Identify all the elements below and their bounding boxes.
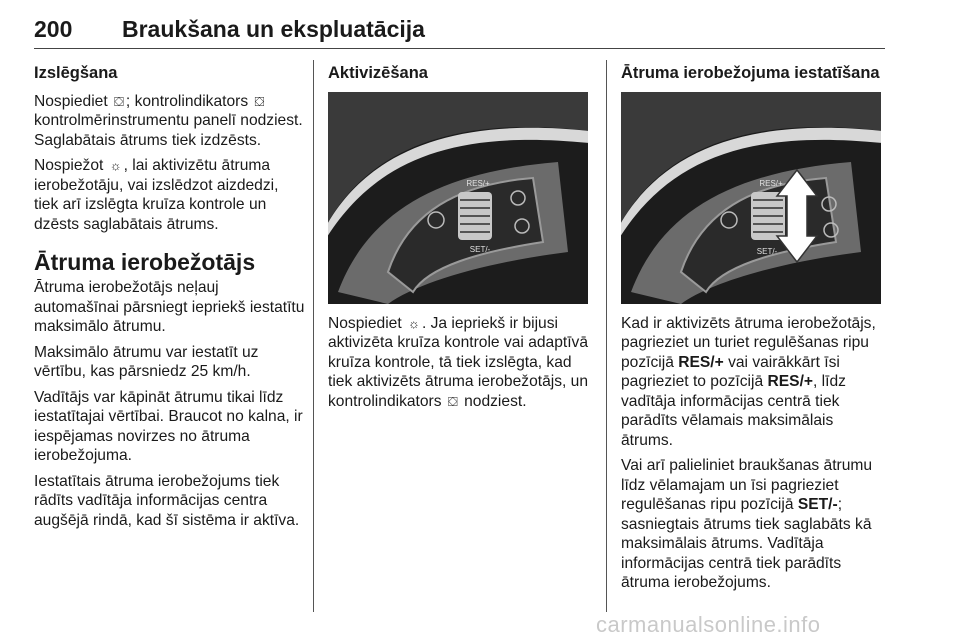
paragraph: Vai arī palieliniet braukšanas ātrumu līdz vēlamajam un īsi pagrieziet regulēšanas ripu pozīcijā SET/-; sasniegtais ātrums tiek saglabāts kā maksimālais ātrums. Vadītāja informācijas centrā tiek parādīts ātruma ierobežojums. <box>621 457 873 591</box>
page-number: 200 <box>34 16 73 42</box>
speed-limiter-icon: ☼ <box>109 158 122 173</box>
paragraph: Nospiediet ⛋ ; kontrolindikators ⛋ kontrolmērinstrumentu panelī nodziest. Saglabātais ātrums tiek izdzēsts. <box>34 92 303 149</box>
chapter-title: Braukšana un ekspluatācija <box>122 16 425 42</box>
res-label: RES/+ <box>759 178 783 188</box>
cruise-indicator-icon: ⛋ <box>114 93 124 109</box>
cruise-indicator-icon: ⛋ <box>447 393 458 409</box>
page-header <box>34 16 884 46</box>
paragraph: Iestatītais ātruma ierobežojums tiek rādīts vadītāja informācijas centra augšējā rindā, kad šī sistēma ir aktīva. <box>34 472 300 529</box>
heading-limit-setting: Ātruma ierobežojuma iestatīšana <box>621 64 880 82</box>
paragraph: Kad ir aktivizēts ātruma ierobežotājs, pagrieziet un turiet regulēšanas ripu pozīcijā RES/+ vai vairākkārt īsi pagrieziet to pozīcijā RES/+, līdz vadītāja informācijas centrā tiek parādīts vēlamais maksimālais ātrums. <box>621 314 876 449</box>
column-2 <box>328 64 596 417</box>
speed-limiter-icon: ☼ <box>408 315 420 331</box>
column-3 <box>621 64 889 599</box>
set-label: SET/- <box>469 244 491 254</box>
paragraph: Nospiediet ☼ . Ja iepriekš ir bijusi aktivizēta kruīza kontrole vai adaptīvā kruīza kontrole, tā tiek izslēgta, kad tiek aktivizēts ātruma ierobežotājs, un kontrolindikators ⛋ nodziest. <box>328 314 589 410</box>
heading-activation: Aktivizēšana <box>328 64 428 82</box>
heading-speed-limiter: Ātruma ierobežotājs <box>34 249 256 275</box>
heading-deactivate: Izslēgšana <box>34 64 118 82</box>
paragraph: Maksimālo ātrumu var iestatīt uz vērtību, kas pārsniedz 25 km/h. <box>34 343 259 380</box>
column-1 <box>34 64 306 536</box>
paragraph: Ātruma ierobežotājs neļauj automašīnai pārsniegt iepriekš iestatītu maksimālo ātrumu. <box>34 279 305 335</box>
steering-wheel-figure-activation <box>328 92 588 304</box>
cruise-indicator-icon: ⛋ <box>254 93 265 109</box>
header-rule <box>34 48 885 49</box>
steering-wheel-figure-setting <box>621 92 881 304</box>
column-divider-2 <box>606 60 607 612</box>
res-label: RES/+ <box>466 178 490 188</box>
set-label: SET/- <box>756 246 778 256</box>
watermark: carmanualsonline.info <box>596 612 821 637</box>
paragraph: Vadītājs var kāpināt ātrumu tikai līdz iestatītajai vērtībai. Braucot no kalna, ir iespējamas novirzes no ātruma ierobežojuma. <box>34 388 303 464</box>
paragraph: Nospiežot ☼ , lai aktivizētu ātruma ierobežotāju, vai izslēdzot aizdedzi, tiek arī izslēgta kruīza kontrole un dzēsts saglabātais ātrums. <box>34 157 279 233</box>
column-divider-1 <box>313 60 314 612</box>
